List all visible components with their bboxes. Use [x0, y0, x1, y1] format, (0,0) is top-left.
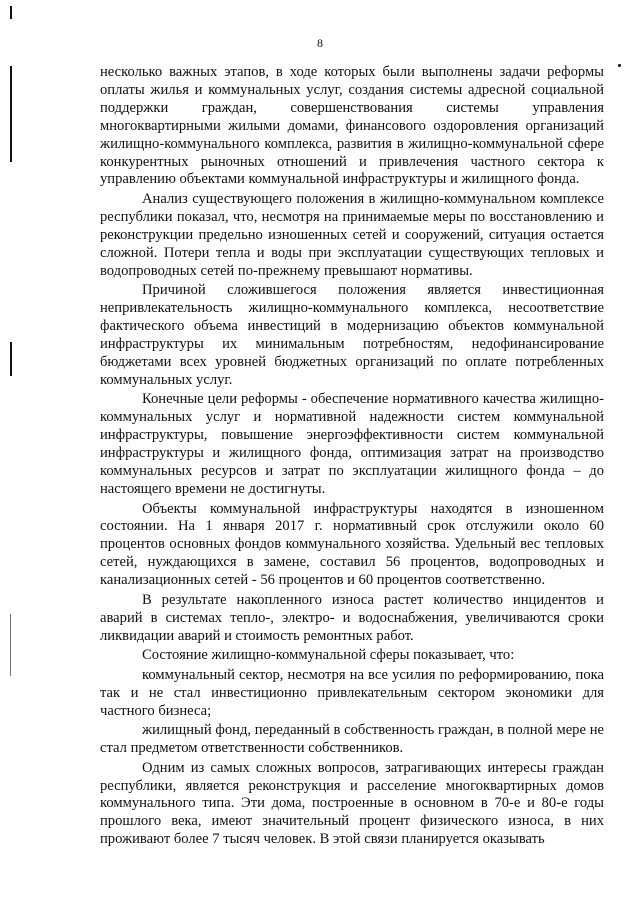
paragraph-4: Конечные цели реформы - обеспечение нормативного качества жилищно-коммунальных услуг и нормативной надежности систем коммунальной инфраструктуры, повышение энергоэффективности систем коммунальной инфраструктуры и жилищного фонда, оптимизация затрат на производство коммунальных ресурсов и затрат по эксплуатации жилищного фонда – до настоящего времени не достигнуты.: [100, 391, 604, 497]
paragraph-10: Одним из самых сложных вопросов, затрагивающих интересы граждан республики, является реконструкция и расселение многоквартирных домов коммунального типа. Эти дома, построенные в основном в 70-е и 80-е годы прошлого века, имеют значительный процент физического износа, в них проживают более 7 тысяч человек. В этой связи планируется оказывать: [100, 759, 604, 848]
paragraph-5: Объекты коммунальной инфраструктуры находятся в изношенном состоянии. На 1 января 2017 г. нормативный срок отслужили около 60 процентов основных фондов коммунального хозяйства. Удельный вес тепловых сетей, нуждающихся в замене, составил 56 процентов, водопроводных и канализационных сетей - 56 процентов и 60 процентов соответственно.: [100, 500, 604, 589]
paragraph-2: Анализ существующего положения в жилищно-коммунальном комплексе республики показал, что, несмотря на принимаемые меры по восстановлению и реконструкции предельно изношенных сетей и сооружений, ситуация остается сложной. Потери тепла и воды при эксплуатации существующих тепловых и водопроводных сетей по-прежнему превышают нормативы.: [100, 191, 604, 279]
scan-edge-mark-top: [10, 6, 12, 19]
paragraph-7: Состояние жилищно-коммунальной сферы показывает, что:: [142, 647, 515, 664]
paragraph-1: несколько важных этапов, в ходе которых были выполнены задачи реформы оплаты жилья и коммунальных услуг, создания системы адресной социальной поддержки граждан, совершенствования системы управления многоквартирными жилыми домами, финансового оздоровления организаций жилищно-коммунального комплекса, развития в жилищно-коммунальной сфере конкурентных рыночных отношений и привлечения частного сектора к управлению объектами коммунальной инфраструктуры и жилищного фонда.: [100, 64, 604, 188]
page-number: 8: [317, 36, 323, 50]
paragraph-6: В результате накопленного износа растет количество инцидентов и аварий в системах тепло-, электро- и водоснабжения, увеличиваются сроки ликвидации аварий и стоимость ремонтных работ.: [100, 591, 604, 644]
scan-edge-mark-lower: [10, 614, 11, 676]
paragraph-3: Причиной сложившегося положения является инвестиционная непривлекательность жилищно-коммунального комплекса, несоответствие фактического объема инвестиций в модернизацию объектов коммунальной инфраструктуры их минимальным потребностям, недофинансирование бюджетами всех уровней бюджетных организаций по оплате потребленных коммунальных услуг.: [100, 282, 604, 388]
scan-edge-mark-middle: [10, 342, 12, 376]
scan-speck: [618, 64, 621, 67]
document-text: [100, 64, 604, 851]
paragraph-8: коммунальный сектор, несмотря на все усилия по реформированию, пока так и не стал инвестиционно привлекательным сектором экономики для частного бизнеса;: [100, 666, 604, 719]
paragraph-9: жилищный фонд, переданный в собственность граждан, в полной мере не стал предметом ответственности собственников.: [100, 722, 604, 757]
scan-edge-mark-upper: [10, 66, 12, 162]
